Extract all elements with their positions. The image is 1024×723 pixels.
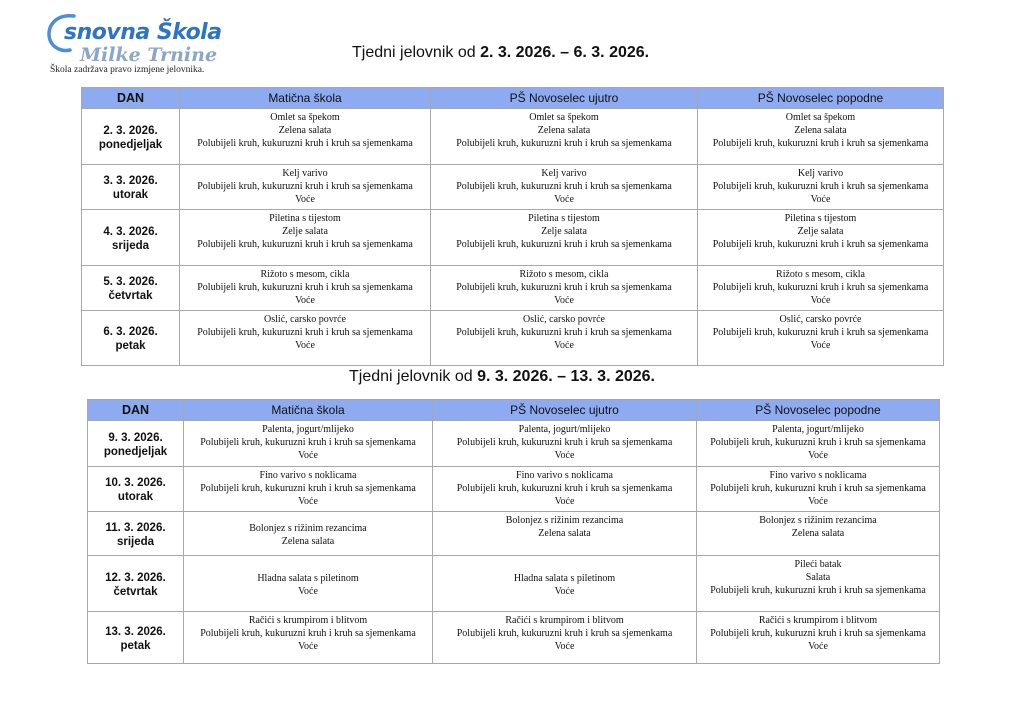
table-row <box>88 556 940 612</box>
table-row <box>88 512 940 556</box>
col-header-maticna: Matična škola <box>180 88 431 109</box>
menu-cell-ujutro <box>433 512 697 556</box>
day-date: 2. 3. 2026. <box>103 124 158 137</box>
day-cell <box>82 210 180 266</box>
col-header-ujutro: PŠ Novoselec ujutro <box>433 400 697 421</box>
menu-cell-ujutro <box>431 311 698 366</box>
day-name: ponedjeljak <box>98 138 163 151</box>
menu-item: Kelj varivo <box>282 168 328 179</box>
table-row <box>82 210 944 266</box>
menu-item: Polubijeli kruh, kukuruzni kruh i kruh sa sjemenkama <box>197 239 413 250</box>
menu-cell-popodne <box>698 109 944 165</box>
menu-item: Fino varivo s noklicama <box>516 470 613 481</box>
menu-cell-popodne <box>697 612 940 664</box>
week2-title <box>349 368 655 386</box>
menu-item: Polubijeli kruh, kukuruzni kruh i kruh sa sjemenkama <box>456 181 672 192</box>
menu-item: Voće <box>810 295 831 306</box>
table-row <box>82 311 944 366</box>
menu-cell-popodne <box>698 266 944 311</box>
menu-item: Račići s krumpirom i blitvom <box>505 615 624 626</box>
menu-item: Polubijeli kruh, kukuruzni kruh i kruh sa sjemenkama <box>712 181 929 192</box>
menu-item: Polubijeli kruh, kukuruzni kruh i kruh sa sjemenkama <box>710 437 926 448</box>
menu-item: Zelena salata <box>794 125 847 136</box>
menu-item: Voće <box>554 641 575 652</box>
menu-item: Voće <box>298 641 318 652</box>
day-date: 13. 3. 2026. <box>105 625 166 638</box>
menu-item: Oslić, carsko povrće <box>779 314 862 325</box>
day-name: četvrtak <box>108 290 153 302</box>
menu-item: Piletina s tijestom <box>269 213 341 224</box>
menu-cell-maticna <box>180 210 431 266</box>
menu-item: Zelje salata <box>282 226 328 237</box>
menu-item: Voće <box>295 340 315 351</box>
week1-title <box>352 44 649 62</box>
menu-item: Palenta, jogurt/mlijeko <box>518 424 611 435</box>
menu-cell-maticna <box>180 311 431 366</box>
menu-item: Voće <box>298 450 318 461</box>
day-name: petak <box>120 639 151 652</box>
day-cell <box>82 109 180 165</box>
table-row <box>88 467 940 512</box>
menu-item: Zelje salata <box>797 226 844 237</box>
menu-item: Polubijeli kruh, kukuruzni kruh i kruh sa sjemenkama <box>456 138 672 149</box>
menu-item: Rižoto s mesom, cikla <box>260 269 350 280</box>
menu-cell-popodne <box>697 421 940 467</box>
menu-item: Salata <box>805 572 831 583</box>
menu-item: Bolonjez s rižinim rezancima <box>249 522 367 534</box>
menu-item: Polubijeli kruh, kukuruzni kruh i kruh sa sjemenkama <box>456 628 673 639</box>
menu-item: Fino varivo s noklicama <box>769 470 867 481</box>
menu-cell-popodne <box>698 311 944 366</box>
menu-item: Polubijeli kruh, kukuruzni kruh i kruh sa sjemenkama <box>456 437 673 448</box>
menu-item: Polubijeli kruh, kukuruzni kruh i kruh sa sjemenkama <box>712 327 929 338</box>
menu-item: Piletina s tijestom <box>528 213 600 224</box>
menu-item: Rižoto s mesom, cikla <box>776 269 865 280</box>
logo-subtitle: Milke Trnine <box>80 44 218 66</box>
day-date: 9. 3. 2026. <box>108 431 163 444</box>
menu-item: Kelj varivo <box>541 168 587 179</box>
menu-item: Polubijeli kruh, kukuruzni kruh i kruh sa sjemenkama <box>710 585 926 596</box>
menu-item: Polubijeli kruh, kukuruzni kruh i kruh sa sjemenkama <box>710 483 926 494</box>
menu-cell-maticna <box>180 109 431 165</box>
menu-cell-ujutro <box>433 612 697 664</box>
week1-title-prefix: Tjedni jelovnik od <box>352 44 481 61</box>
menu-item: Palenta, jogurt/mlijeko <box>262 424 354 435</box>
week1-title-range: 2. 3. 2026. – 6. 3. 2026. <box>480 44 650 61</box>
menu-cell-maticna <box>180 266 431 311</box>
menu-item: Bolonjez s rižinim rezancima <box>505 515 624 526</box>
day-cell <box>88 467 184 512</box>
menu-cell-ujutro <box>431 165 698 210</box>
day-cell <box>82 165 180 210</box>
menu-item: Zelena salata <box>278 125 332 136</box>
day-date: 3. 3. 2026. <box>103 175 158 187</box>
day-name: srijeda <box>116 535 155 548</box>
menu-cell-ujutro <box>433 467 697 512</box>
menu-item: Rižoto s mesom, cikla <box>519 269 609 280</box>
day-name: ponedjeljak <box>103 445 168 458</box>
menu-cell-maticna <box>184 512 433 556</box>
menu-item: Fino varivo s noklicama <box>259 470 357 481</box>
table-row <box>82 266 944 311</box>
menu-cell-popodne <box>697 512 940 556</box>
menu-cell-maticna <box>184 612 433 664</box>
col-header-maticna: Matična škola <box>184 400 433 421</box>
day-cell <box>82 266 180 311</box>
menu-cell-maticna <box>184 467 433 512</box>
menu-item: Polubijeli kruh, kukuruzni kruh i kruh sa sjemenkama <box>197 327 413 338</box>
day-cell <box>88 556 184 612</box>
day-date: 6. 3. 2026. <box>103 326 158 338</box>
menu-item: Voće <box>295 194 315 205</box>
table-header-row <box>88 400 940 421</box>
menu-item: Zelena salata <box>791 528 845 539</box>
menu-item: Polubijeli kruh, kukuruzni kruh i kruh sa sjemenkama <box>710 628 926 639</box>
menu-item: Polubijeli kruh, kukuruzni kruh i kruh sa sjemenkama <box>456 282 672 293</box>
menu-item: Račići s krumpirom i blitvom <box>248 615 368 626</box>
day-cell <box>88 421 184 467</box>
menu-item: Voće <box>808 641 828 652</box>
day-name: četvrtak <box>113 585 158 598</box>
menu-item: Polubijeli kruh, kukuruzni kruh i kruh sa sjemenkama <box>712 138 929 149</box>
menu-item: Zelena salata <box>538 528 591 539</box>
menu-item: Račići s krumpirom i blitvom <box>758 615 878 626</box>
menu-item: Voće <box>554 194 574 205</box>
menu-item: Polubijeli kruh, kukuruzni kruh i kruh sa sjemenkama <box>712 282 929 293</box>
menu-item: Voće <box>554 585 575 597</box>
menu-item: Polubijeli kruh, kukuruzni kruh i kruh sa sjemenkama <box>200 483 416 494</box>
menu-item: Polubijeli kruh, kukuruzni kruh i kruh sa sjemenkama <box>200 628 416 639</box>
menu-item: Polubijeli kruh, kukuruzni kruh i kruh sa sjemenkama <box>197 138 413 149</box>
table-row <box>88 421 940 467</box>
menu-item: Omlet sa špekom <box>785 112 856 123</box>
menu-cell-popodne <box>697 467 940 512</box>
menu-item: Polubijeli kruh, kukuruzni kruh i kruh sa sjemenkama <box>712 239 929 250</box>
menu-cell-popodne <box>698 210 944 266</box>
menu-cell-maticna <box>184 421 433 467</box>
menu-item: Voće <box>295 295 315 306</box>
menu-item: Polubijeli kruh, kukuruzni kruh i kruh sa sjemenkama <box>456 239 672 250</box>
menu-item: Polubijeli kruh, kukuruzni kruh i kruh sa sjemenkama <box>197 282 413 293</box>
menu-item: Pileći batak <box>794 559 842 570</box>
menu-cell-ujutro <box>431 266 698 311</box>
menu-item: Polubijeli kruh, kukuruzni kruh i kruh sa sjemenkama <box>200 437 416 448</box>
day-name: petak <box>115 340 146 352</box>
menu-item: Hladna salata s piletinom <box>513 572 616 584</box>
menu-item: Zelena salata <box>281 535 335 547</box>
menu-cell-ujutro <box>433 556 697 612</box>
week2-title-prefix: Tjedni jelovnik od <box>349 368 478 385</box>
day-name: srijeda <box>111 239 150 252</box>
day-name: utorak <box>112 189 149 201</box>
table-row <box>82 109 944 165</box>
day-cell <box>88 512 184 556</box>
menu-item: Voće <box>808 450 828 461</box>
day-date: 4. 3. 2026. <box>103 225 158 238</box>
menu-cell-ujutro <box>431 210 698 266</box>
menu-item: Voće <box>554 340 574 351</box>
menu-item: Voće <box>808 496 828 507</box>
menu-item: Polubijeli kruh, kukuruzni kruh i kruh sa sjemenkama <box>456 483 673 494</box>
menu-item: Bolonjez s rižinim rezancima <box>759 515 877 526</box>
week2-menu-table <box>87 399 940 664</box>
menu-cell-ujutro <box>433 421 697 467</box>
table-row <box>88 612 940 664</box>
menu-cell-maticna <box>180 165 431 210</box>
col-header-day: DAN <box>82 88 180 109</box>
menu-item: Voće <box>554 496 575 507</box>
col-header-ujutro: PŠ Novoselec ujutro <box>431 88 698 109</box>
menu-item: Omlet sa špekom <box>529 112 599 123</box>
col-header-popodne: PŠ Novoselec popodne <box>697 400 940 421</box>
menu-item: Voće <box>810 340 831 351</box>
day-cell <box>88 612 184 664</box>
menu-item: Voće <box>298 585 318 597</box>
menu-change-notice: Škola zadržava pravo izmjene jelovnika. <box>50 65 205 75</box>
week1-menu-table <box>81 87 944 366</box>
menu-item: Voće <box>554 450 575 461</box>
menu-item: Zelje salata <box>541 226 587 237</box>
menu-item: Piletina s tijestom <box>784 213 857 224</box>
week2-title-range: 9. 3. 2026. – 13. 3. 2026. <box>477 368 655 385</box>
logo-title: snovna Škola <box>64 20 222 45</box>
day-date: 5. 3. 2026. <box>103 276 158 288</box>
day-cell <box>82 311 180 366</box>
menu-item: Zelena salata <box>537 125 591 136</box>
menu-cell-maticna <box>184 556 433 612</box>
day-date: 12. 3. 2026. <box>105 571 166 584</box>
table-header-row <box>82 88 944 109</box>
day-date: 11. 3. 2026. <box>105 521 166 534</box>
table-row <box>82 165 944 210</box>
menu-item: Voće <box>810 194 831 205</box>
menu-cell-popodne <box>698 165 944 210</box>
menu-cell-ujutro <box>431 109 698 165</box>
menu-item: Polubijeli kruh, kukuruzni kruh i kruh sa sjemenkama <box>456 327 672 338</box>
menu-item: Hladna salata s piletinom <box>257 572 359 584</box>
col-header-day: DAN <box>88 400 184 421</box>
day-date: 10. 3. 2026. <box>105 477 166 489</box>
menu-item: Omlet sa špekom <box>270 112 340 123</box>
day-name: utorak <box>117 491 154 503</box>
menu-item: Oslić, carsko povrće <box>264 314 346 325</box>
menu-item: Oslić, carsko povrće <box>523 314 605 325</box>
menu-item: Voće <box>554 295 574 306</box>
menu-item: Polubijeli kruh, kukuruzni kruh i kruh sa sjemenkama <box>197 181 413 192</box>
menu-cell-popodne <box>697 556 940 612</box>
menu-item: Kelj varivo <box>797 168 844 179</box>
col-header-popodne: PŠ Novoselec popodne <box>698 88 944 109</box>
menu-item: Palenta, jogurt/mlijeko <box>772 424 864 435</box>
menu-item: Voće <box>298 496 318 507</box>
